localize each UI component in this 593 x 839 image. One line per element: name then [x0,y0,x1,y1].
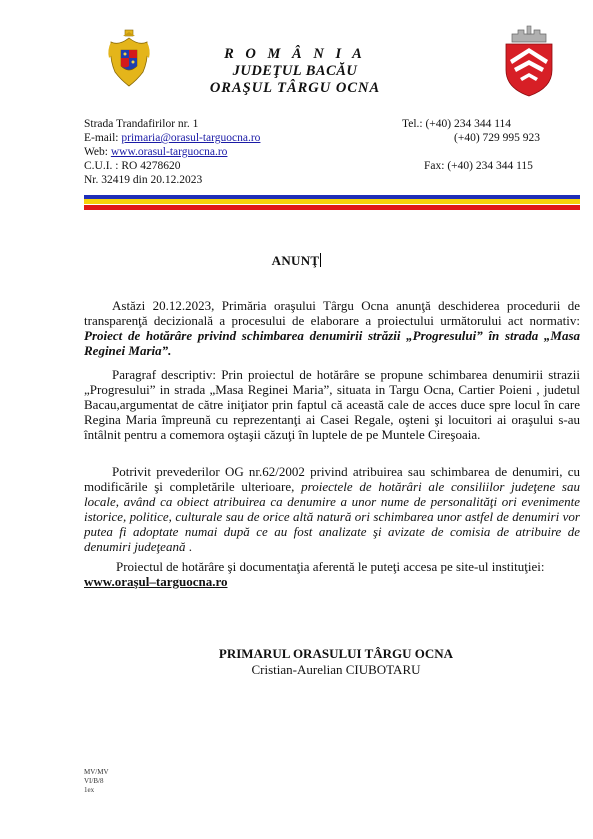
address-text: Strada Trandafirilor nr. 1 [84,118,199,130]
romania-coat-of-arms-icon [107,28,151,90]
tel-secondary: (+40) 729 995 923 [454,132,541,144]
email-line [84,131,260,145]
footer-line-1: MV/MV [84,768,109,776]
footer-line-2: VI/B/8 [84,777,104,785]
paragraph-access [84,559,580,589]
registration-number: Nr. 32419 din 20.12.2023 [84,174,203,186]
text-cursor [320,253,321,267]
legal-text: Potrivit prevederilor OG nr.62/2002 privind atribuirea sau schimbarea de denumiri, cu modificările şi completările ulterioare, [84,464,580,494]
web-link[interactable]: www.orasul-targuocna.ro [110,146,228,158]
web-label: Web: [84,146,111,158]
mayor-name: Cristian-Aurelian CIUBOTARU [251,662,421,677]
targu-ocna-coat-of-arms-icon [500,22,558,98]
announcement-heading [0,253,593,269]
divider-red-band [84,205,580,210]
access-text: Proiectul de hotărâre şi documentaţia aferentă le puteţi accesa pe site-ul instituţiei: [116,559,545,574]
fax-number: Fax: (+40) 234 344 115 [424,160,533,172]
header-county: JUDEŢUL BACĂU [232,63,358,79]
description-text: Paragraf descriptiv: Prin proiectul de hotărâre se propune schimbarea denumirii strazii „Progresului” in strada „Masa Reginei Maria”, situata in Targu Ocna, Cartier Poieni , judetul Bacau,argumentat de către iniţiator prin faptul că această cale de acces duce spre locul în care Regina Maria împreună cu reprezentanţi ai Casei Regale, oşteni şi locuitori ai oraşului s-au întâlnit pentru a comemora oştaşii căzuţi în luptele de pe Muntele Cireşoaia. [84,367,580,442]
paragraph-description [84,367,580,442]
cui-text: C.U.I. : RO 4278620 [84,160,181,172]
tricolor-divider [84,195,580,210]
header-country: R O M Â N I A [224,46,366,62]
header-town: ORAŞUL TÂRGU OCNA [209,80,381,96]
email-label: E-mail: [84,132,122,144]
legal-quote: proiectele de hotărâri ale consiliilor judeţene sau locale, având ca obiect atribuirea ca denumire a unor nume de personalităţi ori evenimente istorice, politice, culturale sau de orice altă natură ori schimbarea unor astfel de denumiri vor putea fi adoptate numai după ce au fost analizate şi avizate de comisia de atribuire de denumiri judeţeană [84,479,580,554]
tel-primary: Tel.: (+40) 234 344 114 [402,118,512,130]
contact-right-block [402,117,540,173]
web-line [84,145,260,159]
divider-yellow-band [84,199,580,204]
signature-block [160,646,512,678]
intro-text: Astăzi 20.12.2023, Primăria oraşului Târgu Ocna anunţă deschiderea procedurii de transparenţă decizională a procesului de elaborare a proiectului următorului act normativ: [84,298,580,328]
site-link[interactable]: www.oraşul–targuocna.ro [84,574,228,589]
project-title: Proiect de hotărâre privind schimbarea denumirii străzii „Progresului” în strada „Masa Reginei Maria”. [84,328,580,358]
footer-line-3: 1ex [84,786,95,794]
announcement-title: ANUNŢ [271,253,320,268]
contact-right-spacer [402,145,540,159]
legal-end: . [185,539,192,554]
paragraph-legal [84,464,580,554]
paragraph-intro [84,298,580,358]
footer-reference [84,768,109,795]
contact-left-block [84,117,260,187]
mayor-title: PRIMARUL ORASULUI TÂRGU OCNA [218,646,454,661]
email-link[interactable]: primaria@orasul-targuocna.ro [121,132,261,144]
